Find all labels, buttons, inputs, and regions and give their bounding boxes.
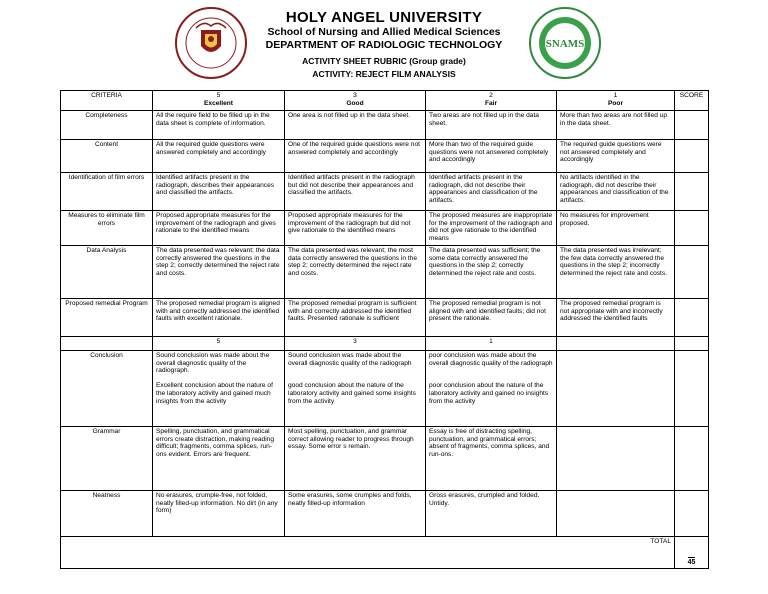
fair-cell: The proposed measures are inappropriate for the improvement of the radiograph and did not give rationale to the identified means bbox=[426, 211, 557, 246]
criteria-header: CRITERIA bbox=[61, 91, 153, 111]
fair-label: Fair bbox=[484, 99, 498, 107]
score-cell[interactable] bbox=[675, 491, 709, 537]
criteria-cell: Proposed remedial Program bbox=[61, 299, 153, 337]
empty-cell bbox=[557, 351, 675, 427]
table-row bbox=[61, 173, 709, 211]
poor-cell: No measures for improvement proposed. bbox=[557, 211, 675, 246]
poor-label: Poor bbox=[607, 99, 624, 107]
table-row bbox=[61, 427, 709, 491]
fair-points: 2 bbox=[489, 92, 493, 99]
score-cell[interactable] bbox=[675, 140, 709, 173]
level-3-cell bbox=[426, 351, 557, 427]
rubric-table bbox=[60, 90, 709, 569]
poor-cell: The data presented was irrelevant; the few data correctly answered the questions in the step 2; incorrectly determined the reject rate and costs. bbox=[557, 246, 675, 299]
university-name: HOLY ANGEL UNIVERSITY bbox=[285, 9, 483, 26]
sub-header-points-1: 5 bbox=[153, 337, 285, 351]
table-row bbox=[61, 211, 709, 246]
excellent-label: Excellent bbox=[204, 99, 233, 107]
rubric-title: ACTIVITY SHEET RUBRIC (Group grade) bbox=[302, 56, 466, 66]
good-points: 3 bbox=[353, 92, 357, 99]
table-row bbox=[61, 246, 709, 299]
excellent-cell: The proposed remedial program is aligned with and correctly addressed the identified faults with excellent rationale. bbox=[153, 299, 285, 337]
department-name: DEPARTMENT OF RADIOLOGIC TECHNOLOGY bbox=[265, 39, 503, 51]
criteria-cell: Neatness bbox=[61, 491, 153, 537]
criteria-cell: Identification of film errors bbox=[61, 173, 153, 211]
level-2-text: Sound conclusion was made about the overall diagnostic quality of the radiograph good conclusion about the nature of the laboratory activity and gained some insights from the activity bbox=[288, 352, 416, 405]
total-score-cell bbox=[675, 537, 709, 569]
table-row bbox=[61, 140, 709, 173]
table-row bbox=[61, 111, 709, 140]
level-1-cell bbox=[153, 427, 285, 491]
score-cell[interactable] bbox=[675, 211, 709, 246]
empty-cell bbox=[557, 427, 675, 491]
excellent-cell: Identified artifacts present in the radiograph, describes their appearances and classified the artifacts. bbox=[153, 173, 285, 211]
document-header bbox=[0, 9, 768, 52]
table-row bbox=[61, 299, 709, 337]
good-header bbox=[285, 91, 426, 111]
level-3-cell bbox=[426, 427, 557, 491]
level-2-cell bbox=[285, 427, 426, 491]
fair-header bbox=[426, 91, 557, 111]
level-2-text: Most spelling, punctuation, and grammar correct allowing reader to progress through essay. Some error s remain. bbox=[288, 428, 414, 451]
excellent-header bbox=[153, 91, 285, 111]
level-2-cell bbox=[285, 351, 426, 427]
good-cell: One of the required guide questions were not answered completely and accordingly bbox=[285, 140, 426, 173]
excellent-cell: The data presented was relevant; the data correctly answered the questions in the step 2; correctly determined the reject rate and costs. bbox=[153, 246, 285, 299]
level-1-text: Sound conclusion was made about the overall diagnostic quality of the radiograph. Excellent conclusion about the nature of the laboratory activity and gained much insights from the activity bbox=[156, 352, 273, 405]
total-row bbox=[61, 537, 709, 569]
total-score: 45 bbox=[687, 559, 696, 567]
level-2-text: Some erasures, some crumples and folds, neatly filled-up information bbox=[288, 492, 412, 507]
excellent-cell: All the required guide questions were answered completely and accordingly bbox=[153, 140, 285, 173]
good-cell: The data presented was relevant; the most data correctly answered the questions in the step 2; correctly determined the reject rate and costs. bbox=[285, 246, 426, 299]
score-cell[interactable] bbox=[675, 173, 709, 211]
level-1-cell bbox=[153, 491, 285, 537]
criteria-cell: Conclusion bbox=[61, 351, 153, 427]
level-3-text: Gross erasures, crumpled and folded. Untidy. bbox=[429, 492, 540, 507]
fair-cell: More than two of the required guide questions were not answered completely and accordingly bbox=[426, 140, 557, 173]
good-cell: One area is not filled up in the data sheet. bbox=[285, 111, 426, 140]
excellent-points: 5 bbox=[216, 92, 221, 99]
sheet-titles bbox=[0, 55, 768, 81]
excellent-cell: Proposed appropriate measures for the improvement of the radiograph and gives rationale to the identified means bbox=[153, 211, 285, 246]
snams-logo-text: SNAMS bbox=[545, 38, 585, 50]
criteria-cell: Completeness bbox=[61, 111, 153, 140]
good-cell: The proposed remedial program is sufficient with and correctly addressed the identified faults. Presented rationale is sufficient bbox=[285, 299, 426, 337]
empty-cell bbox=[557, 491, 675, 537]
sub-header-blank bbox=[557, 337, 675, 351]
criteria-cell: Content bbox=[61, 140, 153, 173]
level-1-text: No erasures, crumple-free, not folded, neatly filled-up information. No dirt (in any form) bbox=[156, 492, 278, 515]
sub-header-points-2: 3 bbox=[285, 337, 426, 351]
level-3-text: poor conclusion was made about the overall diagnostic quality of the radiograph poor conclusion about the nature of the laboratory activity and gained no insights from the activity bbox=[429, 352, 553, 405]
table-row bbox=[61, 351, 709, 427]
good-cell: Proposed appropriate measures for the improvement of the radiograph but did not give rationale to the identified means bbox=[285, 211, 426, 246]
activity-title: ACTIVITY: REJECT FILM ANALYSIS bbox=[312, 69, 456, 79]
criteria-cell: Data Analysis bbox=[61, 246, 153, 299]
poor-cell: More than two areas are not filled up in the data sheet. bbox=[557, 111, 675, 140]
sub-header-blank bbox=[675, 337, 709, 351]
good-cell: Identified artifacts present in the radiograph but did not describe their appearances and classified the artifacts. bbox=[285, 173, 426, 211]
fair-cell: Identified artifacts present in the radiograph, did not describe their appearances and classification of the artifacts. bbox=[426, 173, 557, 211]
level-3-text: Essay is free of distracting spelling, punctuation, and grammatical errors; absent of fragments, comma splices, and run-ons. bbox=[429, 428, 550, 458]
score-cell[interactable] bbox=[675, 427, 709, 491]
score-cell[interactable] bbox=[675, 111, 709, 140]
total-label: TOTAL bbox=[61, 537, 675, 569]
poor-cell: The required guide questions were not answered completely and accordingly bbox=[557, 140, 675, 173]
sub-header-points-3: 1 bbox=[426, 337, 557, 351]
criteria-cell: Grammar bbox=[61, 427, 153, 491]
level-1-cell bbox=[153, 351, 285, 427]
poor-cell: The proposed remedial program is not appropriate with and incorrectly addressed the identified faults bbox=[557, 299, 675, 337]
sub-header-row bbox=[61, 337, 709, 351]
poor-header bbox=[557, 91, 675, 111]
fair-cell: Two areas are not filled up in the data sheet. bbox=[426, 111, 557, 140]
good-label: Good bbox=[346, 99, 364, 107]
excellent-cell: All the require field to be filled up in the data sheet is complete of information. bbox=[153, 111, 285, 140]
score-cell[interactable] bbox=[675, 351, 709, 427]
poor-points: 1 bbox=[613, 92, 618, 99]
score-cell[interactable] bbox=[675, 246, 709, 299]
level-3-cell bbox=[426, 491, 557, 537]
table-header-row bbox=[61, 91, 709, 111]
fair-cell: The proposed remedial program is not aligned with and identified faults; did not present the rationale. bbox=[426, 299, 557, 337]
poor-cell: No artifacts identified in the radiograph, did not describe their appearances and classification of the artifacts. bbox=[557, 173, 675, 211]
criteria-cell: Measures to eliminate film errors bbox=[61, 211, 153, 246]
score-cell[interactable] bbox=[675, 299, 709, 337]
table-row bbox=[61, 491, 709, 537]
level-2-cell bbox=[285, 491, 426, 537]
school-name: School of Nursing and Allied Medical Sciences bbox=[267, 26, 501, 38]
score-header: SCORE bbox=[675, 91, 709, 111]
fair-cell: The data presented was sufficient; the some data correctly answered the questions in the step 2; correctly determined the reject rate and costs. bbox=[426, 246, 557, 299]
sub-header-blank bbox=[61, 337, 153, 351]
level-1-text: Spelling, punctuation, and grammatical errors create distraction, making reading difficult; fragments, comma splices, run-ons evident. Errors are frequent. bbox=[156, 428, 275, 458]
